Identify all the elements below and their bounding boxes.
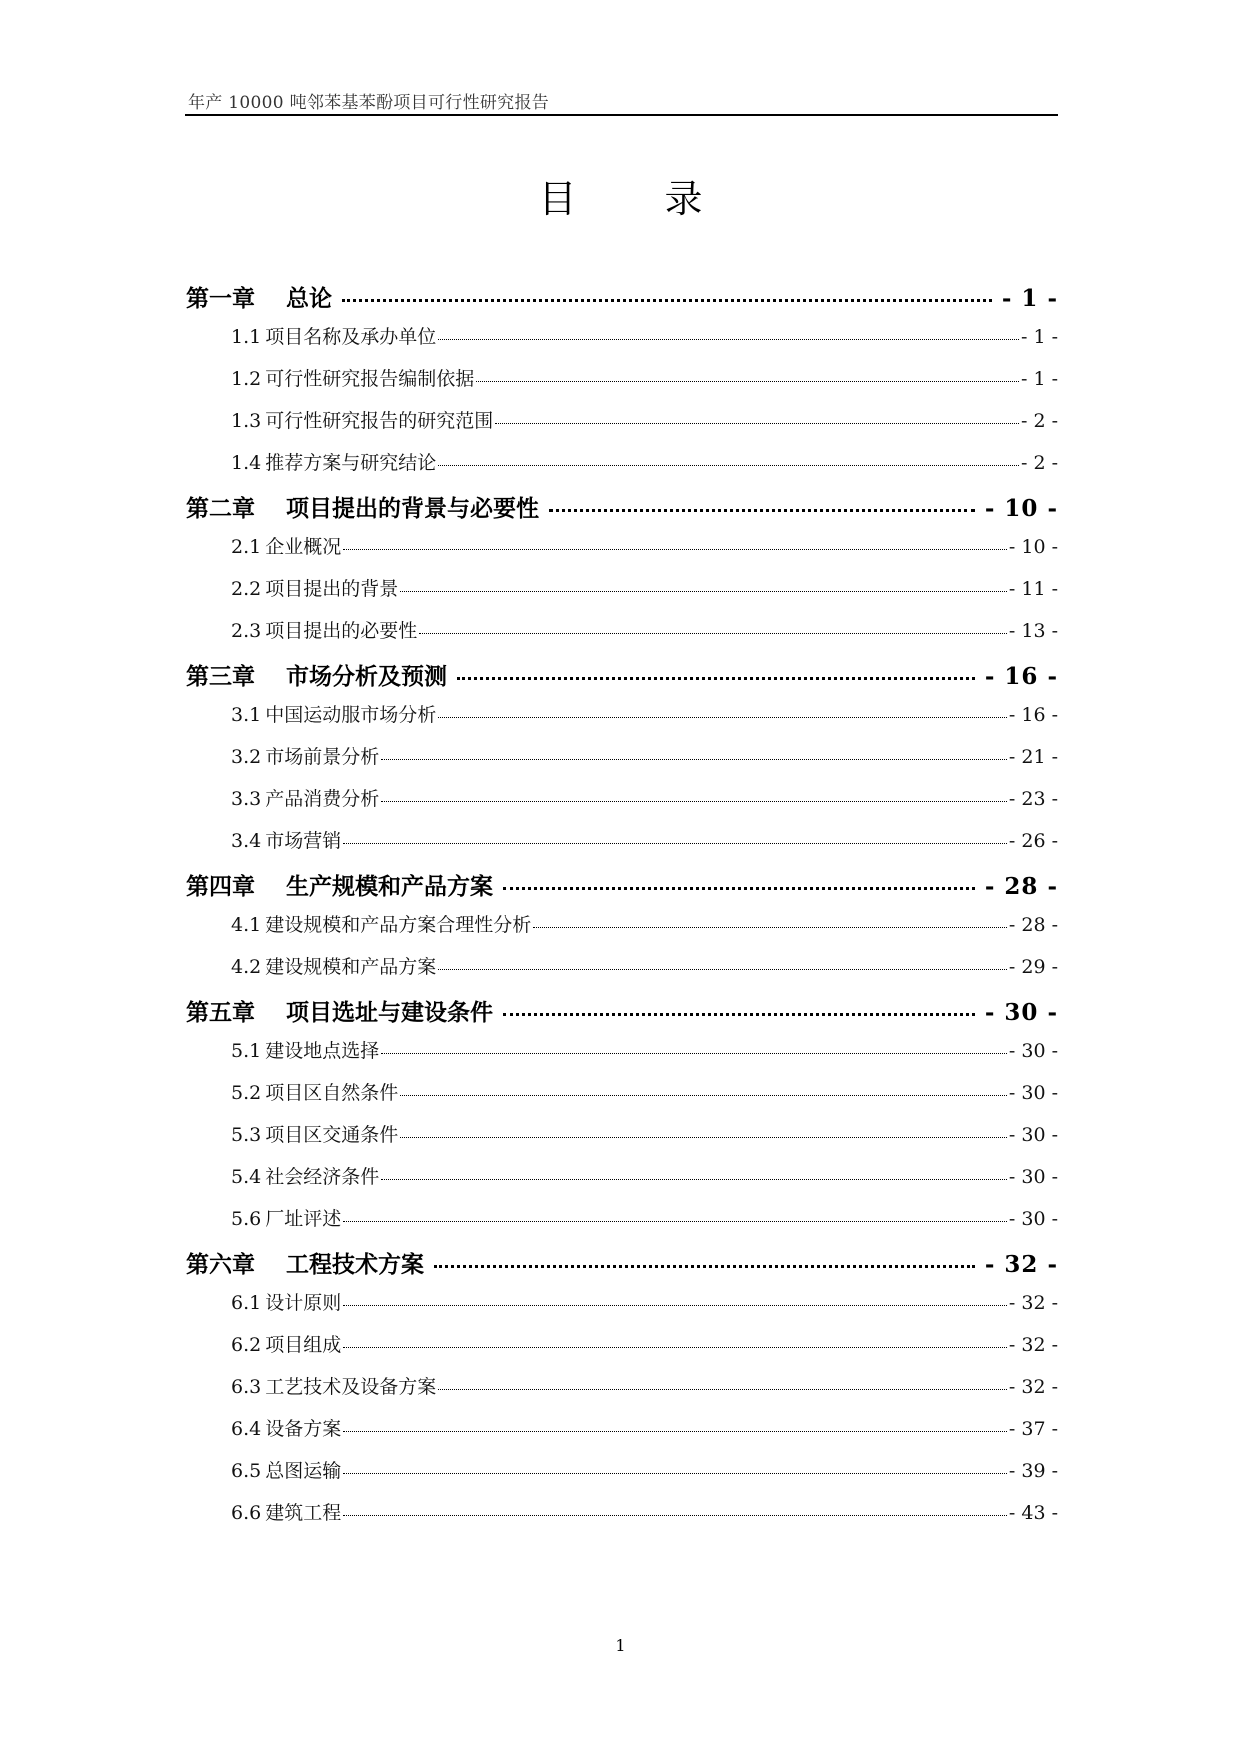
- toc-section-entry[interactable]: [186, 406, 1058, 448]
- toc-entry-number: 第一章: [186, 285, 255, 312]
- toc-entry-label: [231, 1288, 341, 1315]
- toc-entry-title: 建设规模和产品方案: [265, 956, 437, 978]
- toc-entry-number: 2.1: [231, 536, 262, 558]
- toc-entry-label: [231, 532, 341, 559]
- dot-leader: [549, 509, 975, 512]
- toc-entry-label: [231, 1162, 379, 1189]
- toc-entry-number: 3.3: [231, 788, 262, 810]
- running-header: [185, 84, 1058, 116]
- dot-leader: [434, 1265, 975, 1268]
- toc-section-entry[interactable]: [186, 1372, 1058, 1414]
- toc-entry-number: 1.1: [231, 326, 262, 348]
- toc-section-entry[interactable]: [186, 364, 1058, 406]
- dot-leader: [400, 1095, 1007, 1096]
- toc-entry-number: 3.1: [231, 704, 262, 726]
- toc-page-number: - 26 -: [1008, 830, 1058, 852]
- toc-entry-title: 设计原则: [265, 1292, 342, 1314]
- toc-entry-title: 市场分析及预测: [286, 663, 447, 690]
- toc-entry-number: 6.5: [231, 1460, 262, 1482]
- toc-entry-number: 2.2: [231, 578, 262, 600]
- toc-page-number: - 30 -: [1008, 1040, 1058, 1062]
- toc-entry-title: 市场营销: [265, 830, 342, 852]
- toc-page-number: - 37 -: [1008, 1418, 1058, 1440]
- toc-page-number: - 2 -: [1020, 452, 1058, 474]
- toc-page-number: - 21 -: [1008, 746, 1058, 768]
- toc-section-entry[interactable]: [186, 1120, 1058, 1162]
- header-title: 年产 10000 吨邻苯基苯酚项目可行性研究报告: [188, 93, 550, 113]
- dot-leader: [503, 1013, 975, 1016]
- toc-entry-label: [231, 826, 341, 853]
- toc-entry-title: 项目区交通条件: [265, 1124, 399, 1146]
- toc-page-number: - 16 -: [1008, 704, 1058, 726]
- toc-section-entry[interactable]: [186, 448, 1058, 490]
- toc-entry-label: [186, 490, 539, 523]
- dot-leader: [438, 717, 1007, 718]
- toc-entry-label: [231, 742, 379, 769]
- toc-entry-number: 第二章: [186, 495, 255, 522]
- toc-section-entry[interactable]: [186, 322, 1058, 364]
- toc-page-number: - 11 -: [1008, 578, 1058, 600]
- toc-page-number: - 32 -: [984, 1251, 1058, 1278]
- toc-section-entry[interactable]: [186, 532, 1058, 574]
- toc-page-number: - 10 -: [1008, 536, 1058, 558]
- toc-page-number: - 30 -: [984, 999, 1058, 1026]
- toc-entry-number: 5.1: [231, 1040, 262, 1062]
- toc-page-number: - 30 -: [1008, 1082, 1058, 1104]
- dot-leader: [476, 381, 1019, 382]
- toc-entry-number: 第六章: [186, 1251, 255, 1278]
- dot-leader: [438, 465, 1019, 466]
- toc-page-number: - 30 -: [1008, 1124, 1058, 1146]
- dot-leader: [438, 1389, 1007, 1390]
- toc-entry-number: 第三章: [186, 663, 255, 690]
- toc-page-number: - 39 -: [1008, 1460, 1058, 1482]
- toc-entry-title: 总论: [286, 285, 332, 312]
- toc-entry-title: 项目提出的背景与必要性: [286, 495, 539, 522]
- dot-leader: [343, 1515, 1007, 1516]
- toc-entry-label: [231, 1036, 379, 1063]
- toc-entry-title: 建设规模和产品方案合理性分析: [265, 914, 532, 936]
- toc-chapter-entry[interactable]: [186, 490, 1058, 532]
- toc-entry-label: [231, 1414, 341, 1441]
- toc-entry-title: 厂址评述: [265, 1208, 342, 1230]
- toc-entry-label: [231, 1330, 341, 1357]
- toc-entry-number: 2.3: [231, 620, 262, 642]
- toc-page-number: - 29 -: [1008, 956, 1058, 978]
- toc-entry-number: 1.2: [231, 368, 262, 390]
- toc-entry-title: 可行性研究报告的研究范围: [265, 410, 494, 432]
- dot-leader: [400, 1137, 1007, 1138]
- toc-entry-label: [186, 868, 493, 901]
- toc-entry-number: 4.2: [231, 956, 262, 978]
- dot-leader: [438, 969, 1007, 970]
- dot-leader: [343, 549, 1007, 550]
- toc-entry-label: [186, 1246, 424, 1279]
- toc-entry-title: 项目区自然条件: [265, 1082, 399, 1104]
- toc-entry-title: 生产规模和产品方案: [286, 873, 493, 900]
- dot-leader: [533, 927, 1007, 928]
- toc-section-entry[interactable]: [186, 1288, 1058, 1330]
- toc-section-entry[interactable]: [186, 1036, 1058, 1078]
- toc-section-entry[interactable]: [186, 784, 1058, 826]
- toc-section-entry[interactable]: [186, 700, 1058, 742]
- toc-section-entry[interactable]: [186, 1414, 1058, 1456]
- toc-entry-label: [231, 1372, 436, 1399]
- toc-entry-number: 1.4: [231, 452, 262, 474]
- toc-page-number: - 30 -: [1008, 1166, 1058, 1188]
- toc-entry-number: 6.6: [231, 1502, 262, 1524]
- toc-page-number: - 28 -: [984, 873, 1058, 900]
- toc-section-entry[interactable]: [186, 952, 1058, 994]
- toc-entry-title: 中国运动服市场分析: [265, 704, 437, 726]
- toc-entry-label: [231, 364, 474, 391]
- dot-leader: [381, 801, 1007, 802]
- toc-entry-title: 工程技术方案: [286, 1251, 424, 1278]
- toc-entry-number: 4.1: [231, 914, 262, 936]
- toc-page-number: - 43 -: [1008, 1502, 1058, 1524]
- dot-leader: [381, 1053, 1007, 1054]
- toc-entry-title: 建设地点选择: [265, 1040, 380, 1062]
- toc-entry-number: 3.4: [231, 830, 262, 852]
- toc-entry-label: [231, 700, 436, 727]
- dot-leader: [343, 1305, 1007, 1306]
- toc-page-number: - 28 -: [1008, 914, 1058, 936]
- dot-leader: [343, 1473, 1007, 1474]
- toc-entry-label: [231, 574, 398, 601]
- dot-leader: [495, 423, 1019, 424]
- dot-leader: [381, 759, 1007, 760]
- toc-entry-label: [231, 952, 436, 979]
- dot-leader: [343, 1347, 1007, 1348]
- toc-entry-number: 6.3: [231, 1376, 262, 1398]
- dot-leader: [503, 887, 975, 890]
- toc-chapter-entry[interactable]: [186, 280, 1058, 322]
- toc-section-entry[interactable]: [186, 1078, 1058, 1120]
- toc-entry-number: 6.2: [231, 1334, 262, 1356]
- toc-entry-number: 1.3: [231, 410, 262, 432]
- toc-entry-title: 总图运输: [265, 1460, 342, 1482]
- toc-entry-number: 3.2: [231, 746, 262, 768]
- toc-entry-title: 项目组成: [265, 1334, 342, 1356]
- toc-entry-label: [231, 1120, 398, 1147]
- toc-entry-title: 项目提出的背景: [265, 578, 399, 600]
- toc-entry-label: [186, 994, 493, 1027]
- toc-section-entry[interactable]: [186, 616, 1058, 658]
- toc-chapter-entry[interactable]: [186, 658, 1058, 700]
- toc-page-number: - 32 -: [1008, 1334, 1058, 1356]
- page-number: 1: [615, 1636, 626, 1655]
- toc-entry-title: 设备方案: [265, 1418, 342, 1440]
- toc-chapter-entry[interactable]: [186, 868, 1058, 910]
- dot-leader: [457, 677, 975, 680]
- toc-section-entry[interactable]: [186, 1456, 1058, 1498]
- toc-page-number: - 1 -: [1020, 368, 1058, 390]
- toc-section-entry[interactable]: [186, 1498, 1058, 1540]
- toc-entry-number: 5.2: [231, 1082, 262, 1104]
- dot-leader: [438, 339, 1019, 340]
- toc-entry-label: [231, 1456, 341, 1483]
- toc-entry-label: [231, 1498, 341, 1525]
- toc-page-number: - 13 -: [1008, 620, 1058, 642]
- toc-entry-number: 6.4: [231, 1418, 262, 1440]
- toc-entry-label: [231, 322, 436, 349]
- toc-section-entry[interactable]: [186, 1162, 1058, 1204]
- dot-leader: [343, 1431, 1007, 1432]
- toc-entry-number: 5.6: [231, 1208, 262, 1230]
- dot-leader: [400, 591, 1007, 592]
- toc-entry-number: 5.3: [231, 1124, 262, 1146]
- toc-entry-title: 市场前景分析: [265, 746, 380, 768]
- toc-entry-label: [231, 406, 493, 433]
- toc-page-number: - 1 -: [1001, 285, 1058, 312]
- toc-entry-title: 工艺技术及设备方案: [265, 1376, 437, 1398]
- dot-leader: [343, 1221, 1007, 1222]
- toc-entry-label: [231, 910, 531, 937]
- toc-entry-title: 建筑工程: [265, 1502, 342, 1524]
- toc-section-entry[interactable]: [186, 826, 1058, 868]
- dot-leader: [419, 633, 1007, 634]
- toc-page-number: - 30 -: [1008, 1208, 1058, 1230]
- toc-entry-title: 推荐方案与研究结论: [265, 452, 437, 474]
- toc-section-entry[interactable]: [186, 1330, 1058, 1372]
- toc-page-number: - 32 -: [1008, 1292, 1058, 1314]
- toc-entry-title: 项目选址与建设条件: [286, 999, 493, 1026]
- toc-section-entry[interactable]: [186, 574, 1058, 616]
- toc-entry-label: [231, 448, 436, 475]
- toc-section-entry[interactable]: [186, 910, 1058, 952]
- toc-chapter-entry[interactable]: [186, 994, 1058, 1036]
- page-title: 目 录: [538, 177, 741, 221]
- toc-entry-number: 5.4: [231, 1166, 262, 1188]
- toc-entry-number: 第四章: [186, 873, 255, 900]
- toc-chapter-entry[interactable]: [186, 1246, 1058, 1288]
- toc-entry-number: 6.1: [231, 1292, 262, 1314]
- toc-entry-label: [231, 616, 417, 643]
- toc-entry-title: 可行性研究报告编制依据: [265, 368, 475, 390]
- toc-page-number: - 16 -: [984, 663, 1058, 690]
- toc-page-number: - 32 -: [1008, 1376, 1058, 1398]
- toc-entry-label: [231, 1078, 398, 1105]
- toc-entry-label: [231, 784, 379, 811]
- toc-entry-label: [186, 280, 332, 313]
- dot-leader: [342, 299, 992, 302]
- toc-entry-label: [186, 658, 447, 691]
- toc-page-number: - 10 -: [984, 495, 1058, 522]
- dot-leader: [381, 1179, 1007, 1180]
- toc-section-entry[interactable]: [186, 1204, 1058, 1246]
- toc-section-entry[interactable]: [186, 742, 1058, 784]
- toc-entry-title: 项目提出的必要性: [265, 620, 418, 642]
- dot-leader: [343, 843, 1007, 844]
- toc-entry-title: 产品消费分析: [265, 788, 380, 810]
- toc-page-number: - 1 -: [1020, 326, 1058, 348]
- toc-entry-title: 企业概况: [265, 536, 342, 558]
- table-of-contents: [186, 280, 1058, 1540]
- toc-entry-title: 项目名称及承办单位: [265, 326, 437, 348]
- toc-page-number: - 2 -: [1020, 410, 1058, 432]
- toc-entry-label: [231, 1204, 341, 1231]
- toc-page-number: - 23 -: [1008, 788, 1058, 810]
- toc-entry-number: 第五章: [186, 999, 255, 1026]
- toc-entry-title: 社会经济条件: [265, 1166, 380, 1188]
